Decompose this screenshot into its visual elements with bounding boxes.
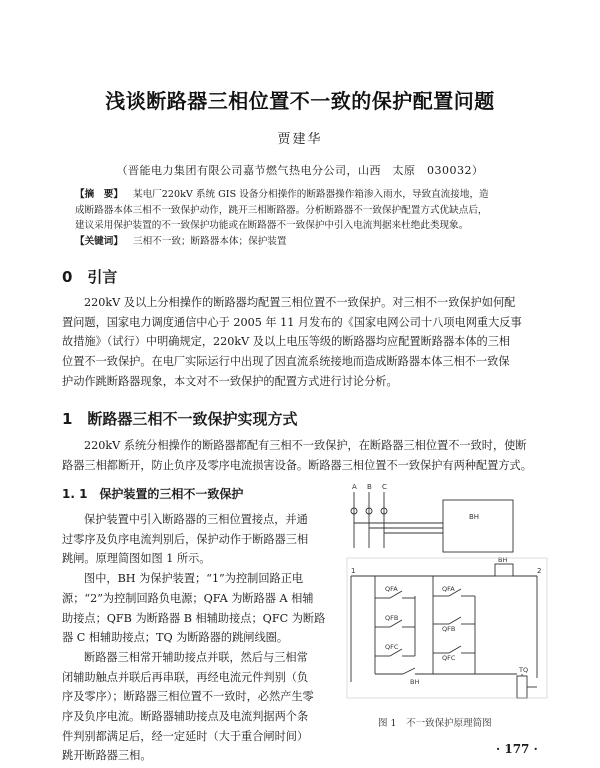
section-1-body	[62, 436, 546, 475]
affiliation: （晋能电力集团有限公司嘉节燃气热电分公司，山西 太原 030032）	[116, 164, 484, 177]
section-0-body	[62, 293, 546, 392]
phase-c-label: C	[382, 483, 387, 491]
qfb-right-label: QFB	[442, 625, 456, 633]
s11-line-10: 序及零序）；断路器三相位置不一致时，必然产生零	[62, 690, 314, 704]
positive-terminal-label: 1	[351, 567, 356, 575]
figure-1-circuit-diagram	[345, 478, 550, 728]
negative-terminal-label: 2	[537, 567, 542, 575]
section-0-line-5: 护动作跳断路器现象，本文对不一致保护的配置方式进行讨论分析。	[62, 374, 398, 388]
section-1-line-2: 路器三相都断开，防止负序及零序电流损害设备。断路器三相位置不一致保护有两种配置方式。	[62, 458, 532, 472]
qfc-right-label: QFC	[442, 654, 456, 662]
section-0-heading: 0 引言	[62, 268, 118, 286]
keywords-label: 【关键词】	[75, 235, 123, 247]
s11-line-13: 跳开断路器三相。	[62, 749, 152, 763]
figure-1-caption: 图 1 不一致保护原理简图	[378, 718, 492, 729]
paper-title: 浅谈断路器三相位置不一致的保护配置问题	[105, 89, 495, 113]
abstract-line-3: 建议采用保护装置的不一致保护功能或在断路器不一致保护中引入电流判据来杜绝此类现象。	[75, 220, 469, 231]
section-0-line-4: 位置不一致保护。在电厂实际运行中出现了因直流系统接地而造成断路器本体三相不一致保	[62, 355, 510, 369]
phase-b-label: B	[367, 483, 372, 491]
bh-contact-box	[495, 564, 513, 576]
qfc-left-label: QFC	[385, 643, 399, 651]
qfb-right-contact	[449, 617, 461, 624]
s11-line-12: 件判别都满足后，经一定延时（大于重合闸时间）	[62, 729, 309, 743]
s11-line-4: 图中，BH 为保护装置；“1”为控制回路正电	[84, 572, 304, 586]
s11-line-3: 跳闸。原理简图如图 1 所示。	[62, 552, 211, 566]
section-0-line-2: 置问题，国家电力调度通信中心于 2005 年 11 月发布的《国家电网公司十八项电网重大反事	[62, 315, 522, 329]
s11-line-8: 断路器三相常开辅助接点并联，然后与三相常	[84, 650, 308, 664]
section-0-line-1: 220kV 及以上分相操作的断路器均配置三相位置不一致保护。对三相不一致保护如何配	[84, 296, 516, 309]
phase-a-label: A	[352, 483, 357, 491]
abstract-label: 【摘 要】	[75, 189, 123, 200]
abstract-line-1: 某电厂220kV 系统 GIS 设备分相操作的断路器操作箱渗入雨水，导致直流接地，造	[133, 189, 489, 200]
s11-line-5: 源；“2”为控制回路负电源；QFA 为断路器 A 相辅	[62, 591, 314, 605]
abstract-line-2: 成断路器本体三相不一致保护动作，跳开三相断路器。分析断路器不一致保护配置方式优缺点后，	[75, 204, 488, 216]
s11-line-11: 序及负序电流。断路器辅助接点及电流判据两个条	[62, 710, 309, 724]
section-1-heading: 1 断路器三相不一致保护实现方式	[62, 410, 298, 428]
qfb-left-label: QFB	[385, 614, 399, 622]
abstract	[75, 187, 555, 249]
qfc-right-contact	[449, 646, 461, 653]
s11-line-2: 过零序及负序电流判别后，保护动作于断路器三相	[62, 532, 309, 546]
bh-protection-box	[443, 500, 513, 552]
qfa-right-label: QFA	[442, 585, 455, 593]
keywords-text: 三相不一致；断路器本体；保护装置	[133, 235, 287, 247]
s11-line-9: 闭辅助触点并联后再串联，再经电流元件判别（负	[62, 670, 309, 684]
bh-label: BH	[469, 513, 480, 521]
author: 贾建华	[277, 132, 323, 147]
s11-line-7: 器 C 相辅助接点；TQ 为断路器的跳闸线圈。	[62, 631, 289, 645]
bh-contact-label: BH	[498, 556, 508, 564]
s11-line-1: 保护装置中引入断路器的三相位置接点，并通	[84, 513, 308, 526]
bh-bottom-contact	[403, 668, 415, 674]
bh-bottom-label: BH	[410, 678, 420, 686]
page-number: · 177 ·	[496, 742, 538, 756]
section-1-1-body	[62, 510, 347, 766]
section-0-line-3: 故措施》（试行）中明确规定，220kV 及以上电压等级的断路器均应配置断路器本体的三相	[62, 335, 511, 349]
tq-trip-coil	[517, 676, 527, 698]
s11-line-6: 助接点；QFB 为断路器 B 相辅助接点；QFC 为断路	[62, 611, 326, 625]
section-1-line-1: 220kV 系统分相操作的断路器都配有三相不一致保护，在断路器三相位置不一致时，使断	[84, 439, 527, 452]
tq-label: TQ	[519, 666, 529, 674]
section-1-1-heading: 1. 1 保护装置的三相不一致保护	[62, 487, 244, 501]
qfa-left-label: QFA	[385, 585, 398, 593]
